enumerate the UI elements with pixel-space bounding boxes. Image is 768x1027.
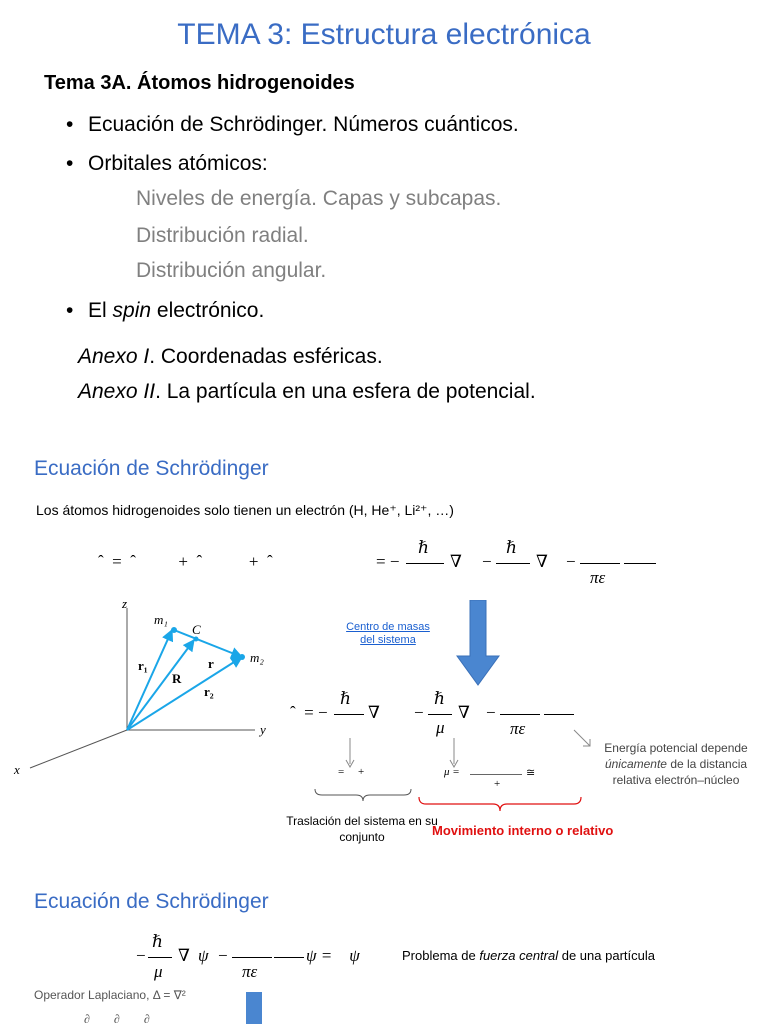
eq1-minus-2: −	[482, 552, 492, 571]
eq3-hbar: ℏ	[152, 932, 163, 951]
brace-movimiento	[418, 796, 582, 812]
m2-label: m₂	[250, 650, 264, 665]
traslacion-label: Traslación del sistema en su conjunto	[286, 814, 438, 844]
eq1-hbar-2: ℏ	[506, 538, 517, 557]
eq1-nabla-1: ∇	[450, 552, 462, 571]
hamiltonian-sum: ˆ = ˆ + ˆ + ˆ	[98, 552, 273, 571]
eq2-nabla-2: ∇	[458, 703, 470, 722]
eq3-pi-eps: πε	[242, 962, 258, 981]
subtitle: Tema 3A. Átomos hidrogenoides	[44, 72, 355, 94]
bullet-spin: • El spin electrónico.	[66, 299, 265, 322]
m1-label: m₁	[154, 612, 168, 627]
energia-note: Energía potencial depende únicamente de la distancia relativa electrón–núcleo	[604, 741, 748, 787]
section-heading-2: Ecuación de Schrödinger	[34, 890, 269, 913]
down-arrow-bar-icon	[246, 992, 262, 1024]
problema-text: Problema de fuerza central de una partícula	[402, 948, 655, 963]
arrow-diagonal-icon	[572, 728, 594, 750]
bullet-schrodinger: • Ecuación de Schrödinger. Números cuánticos.	[66, 113, 519, 136]
eq3-minus: −	[136, 946, 146, 965]
eq2-minus-2: −	[414, 703, 424, 722]
bullet-orbitales: • Orbitales atómicos:	[66, 152, 268, 175]
eq2-hbar-2: ℏ	[434, 689, 445, 708]
partials-text: ∂ ∂ ∂	[84, 1012, 150, 1026]
eq3-tail: ψ = ψ	[306, 946, 360, 965]
laplaciano-text: Operador Laplaciano, Δ = ∇²	[34, 988, 186, 1002]
sub-angular: Distribución angular.	[136, 259, 327, 282]
down-arrow-icon	[456, 600, 500, 686]
annex-2: Anexo II. La partícula en una esfera de potencial.	[78, 380, 536, 403]
eq1-minus-3: −	[566, 552, 576, 571]
center-label: C	[192, 622, 201, 637]
eq1-equals: = −	[376, 552, 400, 571]
sub-radial: Distribución radial.	[136, 224, 309, 247]
arrow-down-small-icon	[344, 738, 356, 768]
eq1-pi-eps: πε	[590, 568, 606, 587]
arrow-down-small-icon	[448, 738, 460, 768]
axis-z-label: z	[122, 596, 128, 611]
eq3-minus-2: −	[218, 946, 228, 965]
movimiento-label: Movimiento interno o relativo	[432, 823, 614, 838]
eq2-mu: μ	[436, 718, 445, 737]
r2-label: r₂	[204, 684, 214, 699]
eq-reduced-mass: μ =	[444, 766, 460, 778]
centro-masas-link[interactable]: Centro de masas del sistema	[346, 621, 430, 646]
axis-y-label: y	[260, 722, 266, 737]
eq2-left: ˆ = −	[290, 703, 328, 722]
intro-text: Los átomos hidrogenoides solo tienen un electrón (H, He⁺, Li²⁺, …)	[36, 502, 454, 518]
eq2-nabla-1: ∇	[368, 703, 380, 722]
r-label: r	[208, 656, 214, 671]
annex-1: Anexo I. Coordenadas esféricas.	[78, 345, 383, 368]
eq-total-mass: = +	[338, 766, 365, 778]
eq1-nabla-2: ∇	[536, 552, 548, 571]
eq-reduced-mass-plus: +	[494, 778, 501, 790]
eq2-minus-3: −	[486, 703, 496, 722]
eq3-psi: ψ	[198, 946, 209, 965]
R-label: R	[172, 671, 182, 686]
eq2-pi-eps: πε	[510, 719, 526, 738]
coordinate-diagram	[10, 590, 280, 785]
page-title: TEMA 3: Estructura electrónica	[177, 18, 591, 51]
eq2-hbar-1: ℏ	[340, 689, 351, 708]
eq-approx: ≅	[526, 767, 536, 779]
section-heading-1: Ecuación de Schrödinger	[34, 457, 269, 480]
eq1-hbar-1: ℏ	[418, 538, 429, 557]
sub-niveles: Niveles de energía. Capas y subcapas.	[136, 187, 502, 210]
brace-traslacion	[314, 788, 412, 802]
axis-x-label: x	[14, 762, 20, 777]
eq3-nabla: ∇	[178, 946, 190, 965]
r1-label: r₁	[138, 658, 148, 673]
eq3-mu: μ	[154, 962, 163, 981]
